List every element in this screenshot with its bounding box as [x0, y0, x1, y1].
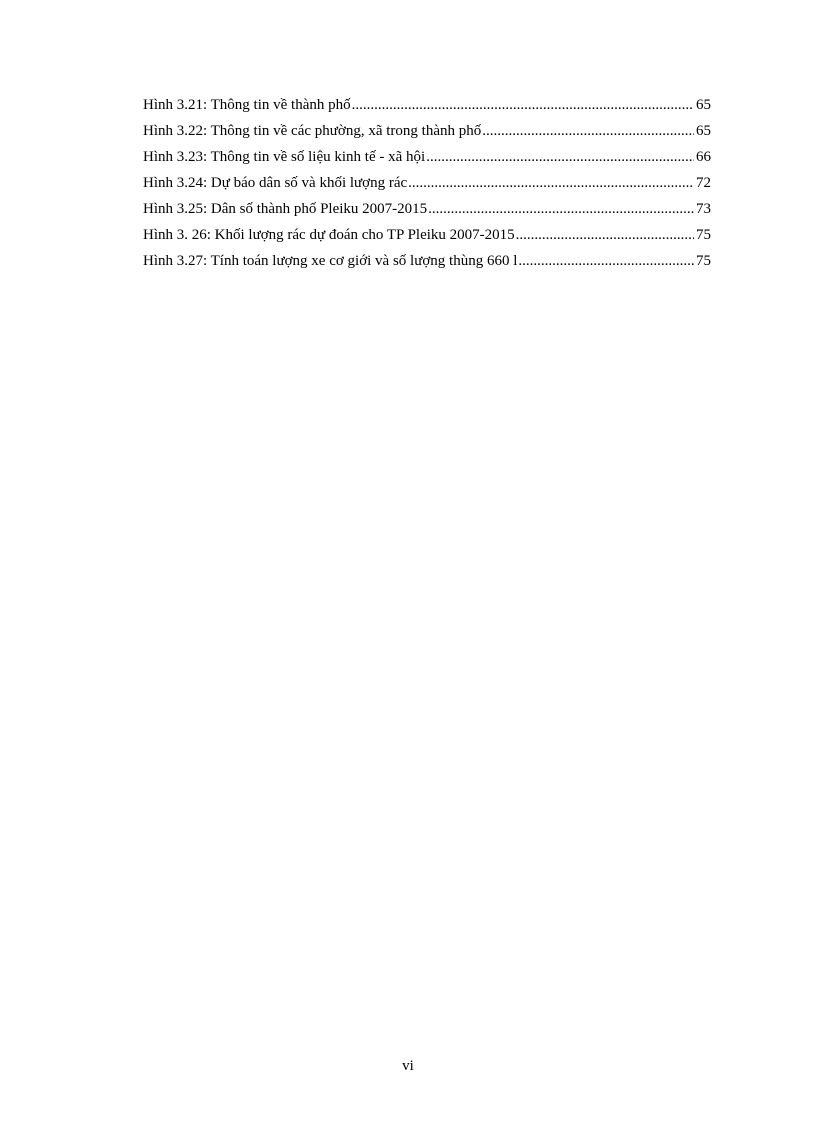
toc-entry-page: 73 [696, 201, 711, 217]
toc-entry[interactable] [143, 248, 711, 274]
toc-dot-leader [352, 92, 694, 118]
toc-entry[interactable] [143, 118, 711, 144]
toc-dot-leader [516, 222, 694, 248]
toc-entry-page: 66 [696, 149, 711, 165]
toc-dot-leader [518, 248, 694, 274]
toc-dot-leader [428, 196, 694, 222]
toc-entry-title: Hình 3. 26: Khối lượng rác dự đoán cho TP Pleiku 2007-2015 [143, 227, 515, 243]
toc-entry-title: Hình 3.21: Thông tin về thành phố [143, 97, 351, 113]
toc-entry-page: 72 [696, 175, 711, 191]
toc-entry[interactable] [143, 196, 711, 222]
toc-entry-page: 75 [696, 227, 711, 243]
toc-entry-page: 65 [696, 97, 711, 113]
toc-dot-leader [482, 118, 694, 144]
page-number: vi [402, 1058, 414, 1074]
toc-entry-page: 75 [696, 253, 711, 269]
toc-entry[interactable] [143, 170, 711, 196]
toc-entry-title: Hình 3.27: Tính toán lượng xe cơ giới và số lượng thùng 660 l [143, 253, 518, 269]
toc-dot-leader [408, 170, 694, 196]
list-of-figures [143, 92, 711, 274]
toc-entry-title: Hình 3.24: Dự báo dân số và khối lượng rác [143, 175, 408, 191]
toc-entry-page: 65 [696, 123, 711, 139]
toc-entry[interactable] [143, 144, 711, 170]
toc-dot-leader [426, 144, 694, 170]
toc-entry[interactable] [143, 222, 711, 248]
toc-entry-title: Hình 3.22: Thông tin về các phường, xã trong thành phố [143, 123, 482, 139]
toc-entry-title: Hình 3.25: Dân số thành phố Pleiku 2007-2015 [143, 201, 428, 217]
toc-entry-title: Hình 3.23: Thông tin về số liệu kinh tế - xã hội [143, 149, 426, 165]
toc-entry[interactable] [143, 92, 711, 118]
